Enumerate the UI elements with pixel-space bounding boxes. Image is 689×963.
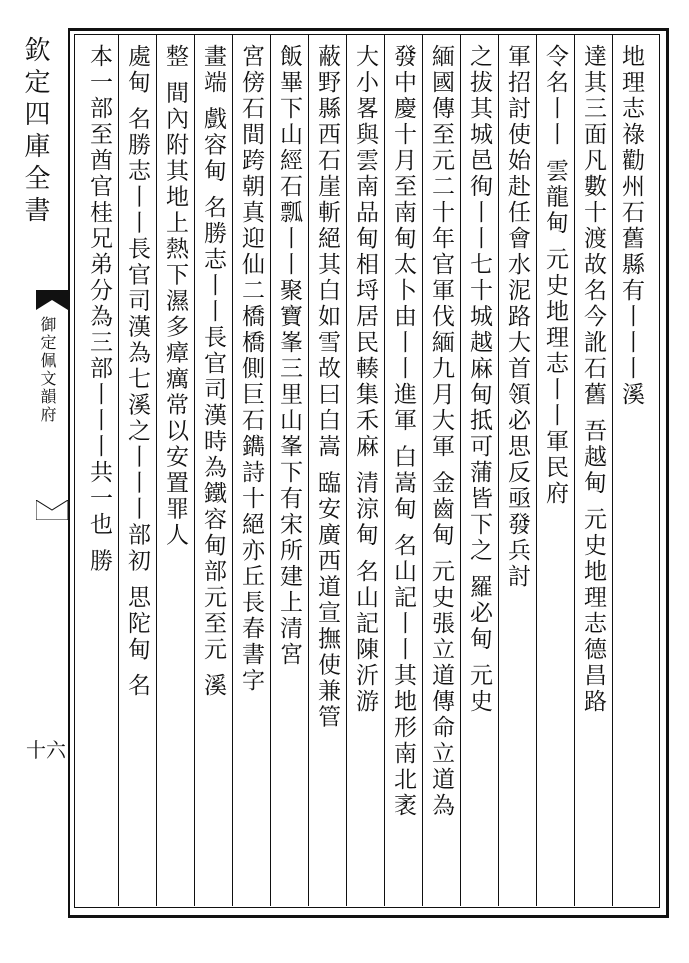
text-column: 緬國傳至元二十年官軍伐緬九月大軍 金齒甸 元史張立道傳命立道為 <box>428 44 454 819</box>
text-column: 飯畢下山經石瓢丨丨聚寶峯三里山峯下有宋所建上清宮 <box>276 44 302 668</box>
text-column: 大小畧與雲南品甸相埒居民輳集禾麻 清涼甸 名山記陳沂游 <box>352 44 378 715</box>
text-column: 宮傍石間跨朝真迎仙二橋橋側巨石鐫詩十絕亦丘長春書字 <box>238 44 264 694</box>
text-column: 處甸 名勝志丨丨長官司漢為七溪之丨丨丨部初 思陀甸 名 <box>124 44 150 699</box>
text-column: 發中慶十月至南甸太卜由丨丨進軍 白嵩甸 名山記丨丨其地形南北袤 <box>390 44 416 819</box>
text-column: 本一部至酋官桂兄弟分為三部丨丨丨共一也 勝 <box>86 44 112 575</box>
text-column: 達其三面凡數十渡故名今訛石舊 吾越甸 元史地理志德昌路 <box>580 44 606 715</box>
text-column: 地理志祿勸州石舊縣有丨丨丨溪 <box>618 44 644 408</box>
fish-tail-mark-icon <box>36 290 68 310</box>
text-column: 畫端 戲容甸 名勝志丨丨長官司漢時為鐵容甸部元至元 溪 <box>200 44 226 699</box>
book-title: 欽定四庫全書 <box>20 36 50 228</box>
fish-tail-mark-lower-icon <box>36 500 68 520</box>
text-column: 蔽野縣西石崖斬絕其白如雪故曰白嵩 臨安廣西道宣撫使兼管 <box>314 44 340 731</box>
text-column: 整 間內附其地上熱下濕多瘴癘常以安置罪人 <box>162 44 188 549</box>
volume-title: 御定佩文韻府 <box>38 316 57 424</box>
text-column: 令名丨丨 雲龍甸 元史地理志丨丨軍民府 <box>542 44 568 507</box>
text-column: 之拔其城邑徇丨丨七十城越麻甸抵可蒲皆下之 羅必甸 元史 <box>466 44 492 715</box>
page-number: 十六 <box>26 738 66 762</box>
text-column: 軍招討使始赴任會水泥路大首領必思反亟發兵討 <box>504 44 530 590</box>
